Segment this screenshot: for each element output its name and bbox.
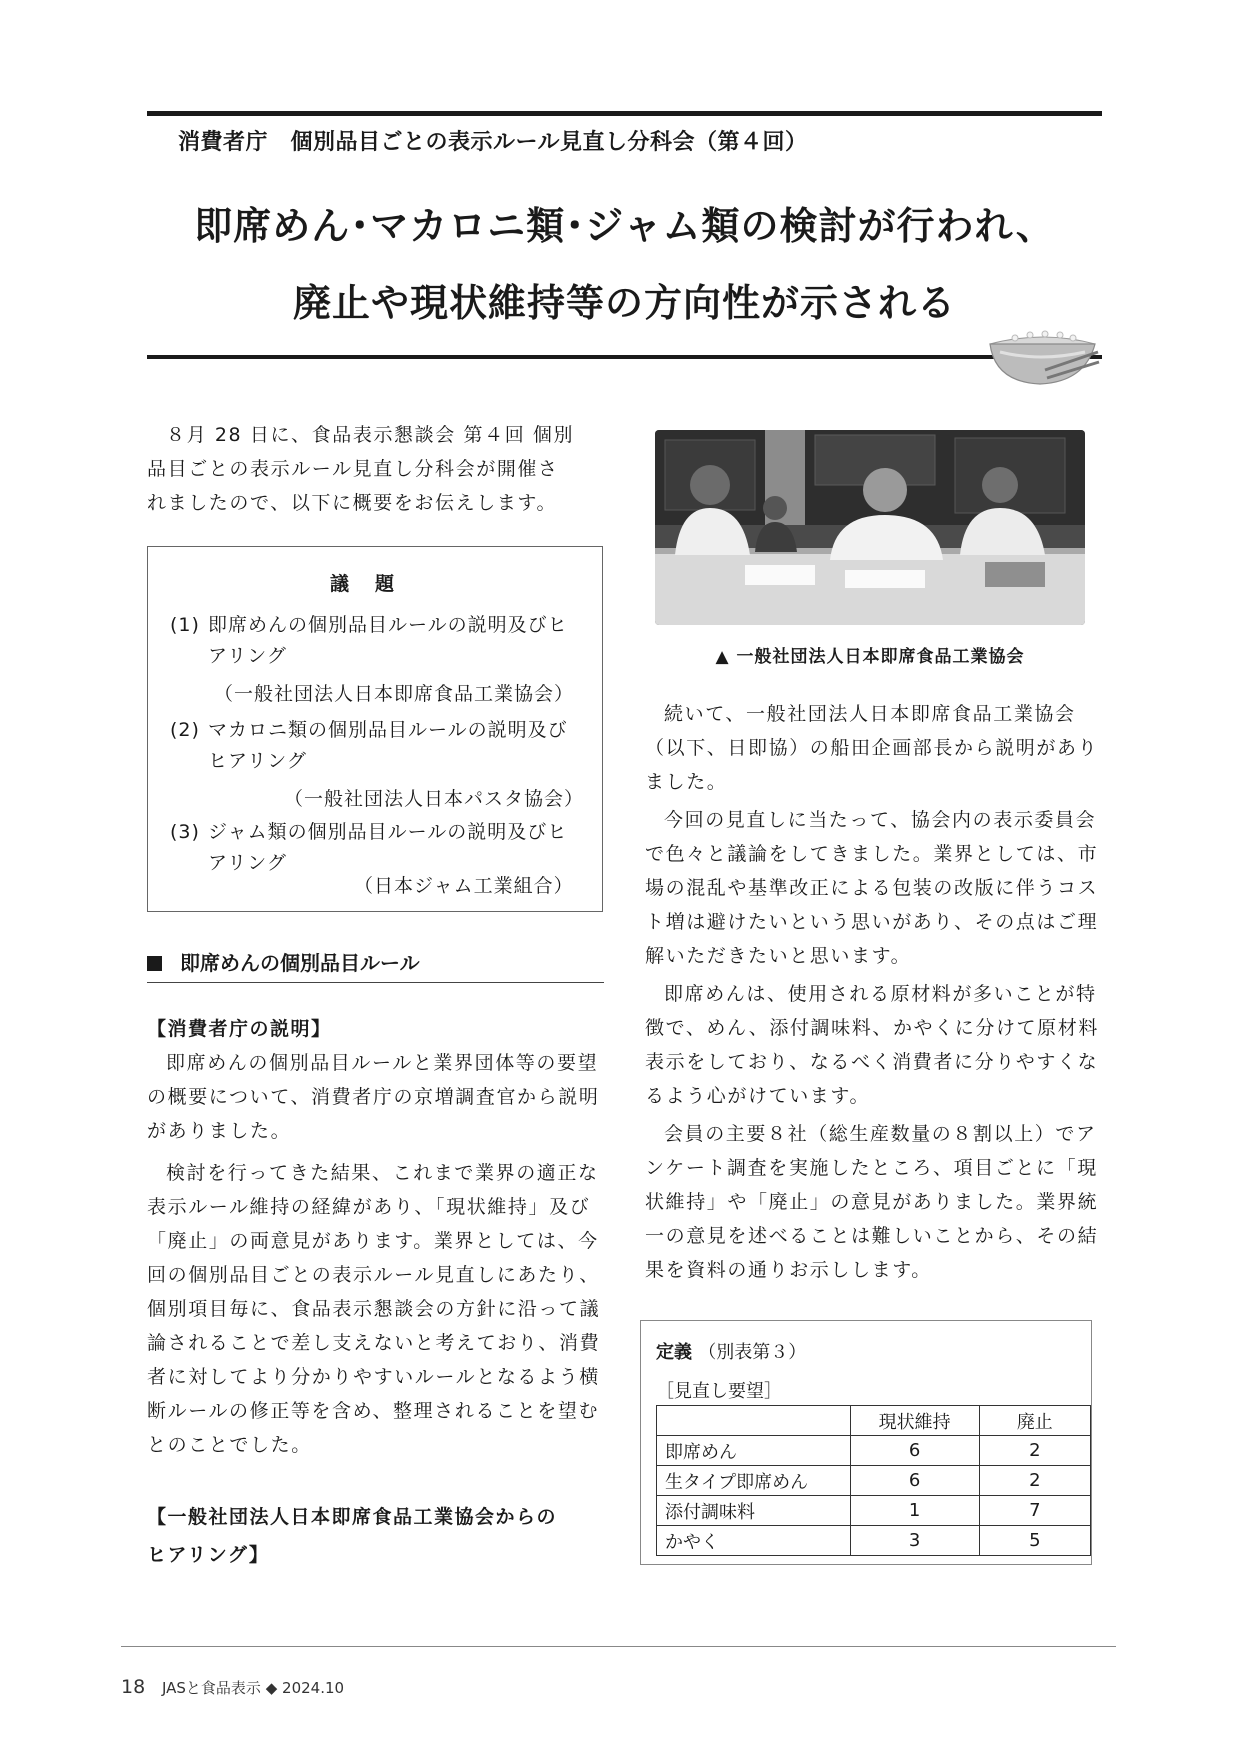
table-row [657, 1466, 1091, 1496]
section-rule [147, 982, 604, 983]
section-heading-text: 即席めんの個別品目ルール [180, 951, 420, 975]
publication-name: JASと食品表示 [161, 1679, 261, 1697]
caa-heading: 【消費者庁の説明】 [147, 1018, 332, 1040]
table-header-cell [657, 1406, 851, 1436]
agenda-item [170, 715, 580, 777]
definition-box [640, 1320, 1092, 1565]
agenda-item-number: (2) [170, 719, 200, 741]
maintain-count: 6 [850, 1436, 979, 1466]
intro-paragraph [147, 418, 602, 520]
intro-line: ８月 28 日に、食品表示懇談会 第４回 個別 [166, 424, 575, 446]
abolish-count: 7 [979, 1496, 1090, 1526]
article-subtitle: 消費者庁 個別品目ごとの表示ルール見直し分科会（第４回） [178, 130, 808, 155]
maintain-count: 1 [850, 1496, 979, 1526]
caa-paragraph: 検討を行ってきた結果、これまで業界の適正な表示ルール維持の経緯があり、「現状維持」及び「廃止」の両意見があります。業界としては、今回の個別品目ごとの表示ルール見直しにあたり、個別項目毎に、食品表示懇談会の方針に沿って議論されることで差し支えないと考えており、消費者に対してより分かりやすいルールとなるよう横断ルールの修正等を含め、整理されることを望むとのことでした。 [147, 1162, 601, 1456]
agenda-item-number: (1) [170, 614, 200, 636]
row-label: 添付調味料 [657, 1496, 851, 1526]
definition-title-note: （別表第３） [698, 1342, 807, 1363]
header-top-rule [147, 111, 1102, 116]
agenda-title: 議題 [329, 573, 420, 595]
caa-explanation [147, 1012, 602, 1574]
footer-rule [121, 1646, 1116, 1647]
right-column-text [645, 697, 1105, 1287]
definition-subtitle: ［見直し要望］ [656, 1381, 782, 1402]
abolish-count: 2 [979, 1436, 1090, 1466]
agenda-item-text: 即席めんの個別品目ルールの説明及びヒアリング [208, 614, 568, 667]
header-bottom-rule [147, 355, 1102, 359]
meeting-photo [655, 430, 1085, 625]
square-bullet-icon [147, 956, 162, 971]
article-title-line1: 即席めん･マカロニ類･ジャム類の検討が行われ、 [194, 204, 1055, 248]
agenda-item-text: マカロニ類の個別品目ルールの説明及びヒアリング [208, 719, 568, 772]
hearing-heading-line1: 【一般社団法人日本即席食品工業協会からの [147, 1506, 558, 1528]
row-label: 生タイプ即席めん [657, 1466, 851, 1496]
table-row [657, 1436, 1091, 1466]
table-header-cell: 廃止 [979, 1406, 1090, 1436]
hearing-heading-line2: ヒアリング】 [147, 1544, 270, 1566]
agenda-item-org: （一般社団法人日本パスタ協会） [284, 788, 585, 810]
agenda-item-org: （一般社団法人日本即席食品工業協会） [214, 683, 575, 705]
issue-date: 2024.10 [282, 1679, 345, 1697]
body-paragraph: 今回の見直しに当たって、協会内の表示委員会で色々と議論をしてきました。業界としては、市場の混乱や基準改正による包装の改版に伴うコスト増は避けたいという思いがあり、その点はご理解いただきたいと思います。 [645, 809, 1099, 967]
abolish-count: 2 [979, 1466, 1090, 1496]
page-number: 18 [121, 1676, 146, 1698]
row-label: 即席めん [657, 1436, 851, 1466]
table-header-cell: 現状維持 [850, 1406, 979, 1436]
definition-title-text: 定義 [656, 1342, 692, 1363]
caa-paragraph: 即席めんの個別品目ルールと業界団体等の要望の概要について、消費者庁の京増調査官から説明がありました。 [147, 1052, 600, 1142]
body-paragraph: 続いて、一般社団法人日本即席食品工業協会（以下、日即協）の船田企画部長から説明がありました。 [645, 703, 1099, 793]
agenda-item-text: ジャム類の個別品目ルールの説明及びヒアリング [208, 821, 568, 874]
agenda-item-org: （日本ジャム工業組合） [354, 875, 574, 897]
maintain-count: 6 [850, 1466, 979, 1496]
article-title-line2: 廃止や現状維持等の方向性が示される [292, 281, 956, 325]
table-row [657, 1526, 1091, 1556]
agenda-box [147, 546, 603, 912]
abolish-count: 5 [979, 1526, 1090, 1556]
maintain-count: 3 [850, 1526, 979, 1556]
review-request-table [656, 1405, 1091, 1556]
table-row [657, 1496, 1091, 1526]
intro-line: れましたので、以下に概要をお伝えします。 [147, 492, 558, 514]
section-heading [147, 947, 420, 976]
rice-bowl-icon [985, 322, 1100, 390]
table-header-row [657, 1406, 1091, 1436]
body-paragraph: 即席めんは、使用される原材料が多いことが特徴で、めん、添付調味料、かやくに分けて原材料表示をしており、なるべく消費者に分りやすくなるよう心がけています。 [645, 983, 1099, 1107]
body-paragraph: 会員の主要８社（総生産数量の８割以上）でアンケート調査を実施したところ、項目ごとに「現状維持」や「廃止」の意見がありました。業界統一の意見を述べることは難しいことから、その結果を資料の通りお示しします。 [645, 1123, 1099, 1281]
photo-caption: ▲ 一般社団法人日本即席食品工業協会 [715, 647, 1025, 667]
definition-title [656, 1338, 806, 1364]
row-label: かやく [657, 1526, 851, 1556]
intro-line: 品目ごとの表示ルール見直し分科会が開催さ [147, 458, 559, 480]
agenda-item-number: (3) [170, 821, 200, 843]
page-footer [121, 1676, 344, 1698]
diamond-icon: ◆ [265, 1679, 278, 1697]
agenda-item [170, 610, 580, 672]
agenda-item [170, 817, 580, 879]
